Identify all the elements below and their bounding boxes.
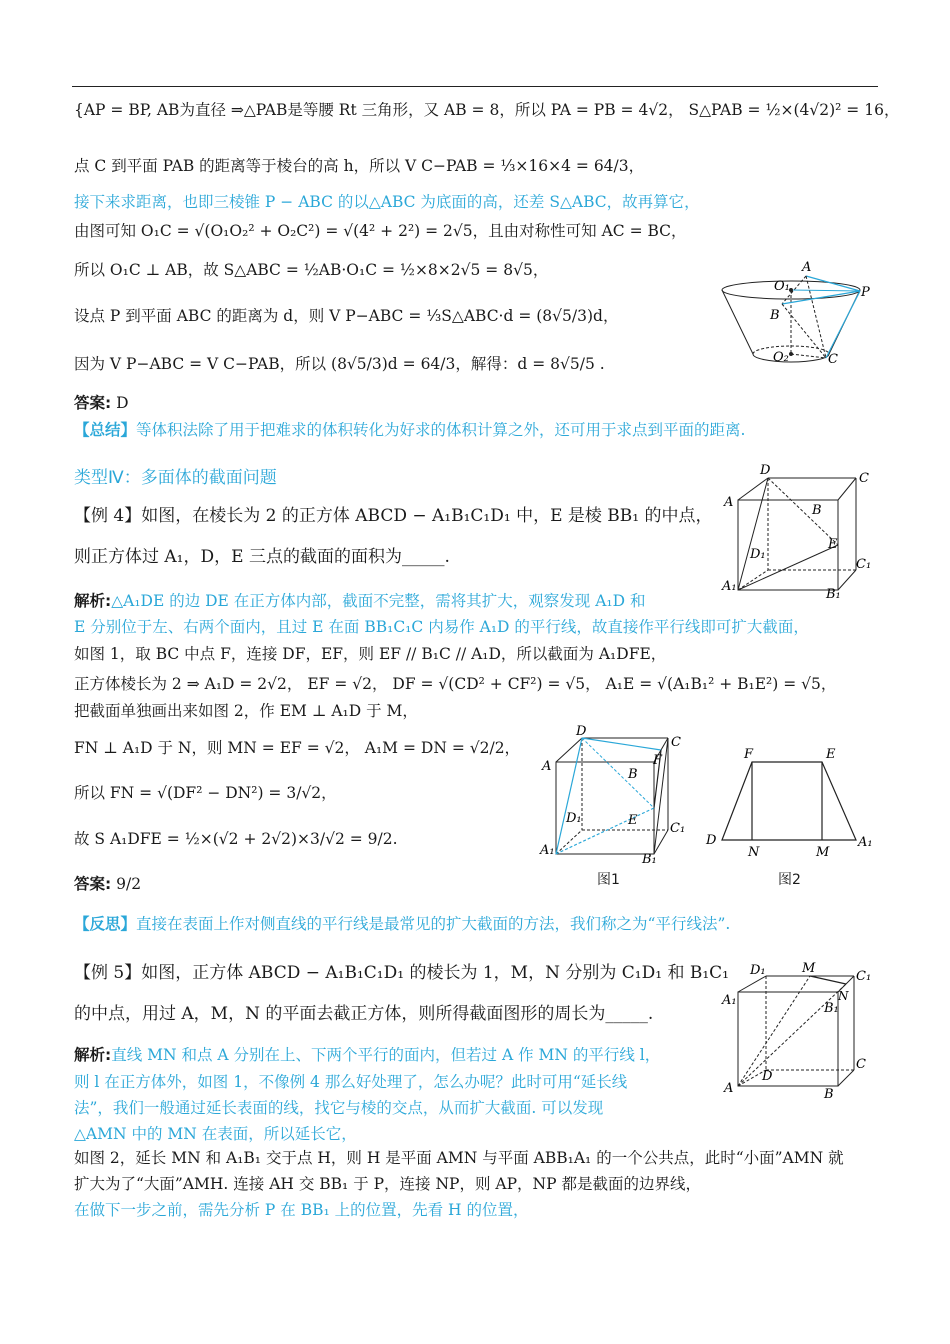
solution5-line-5: 如图 2，延长 MN 和 A₁B₁ 交于点 H，则 H 是平面 AMN 与平面 ABB₁A₁ 的一个公共点，此时“小面”AMN 就 [74, 1149, 844, 1167]
cube-figure-3 [718, 956, 878, 1102]
cube1-edge-bc [838, 478, 856, 500]
solution5-line-2: 则 l 在正方体外，如图 1，不像例 4 那么好处理了，怎么办呢？此时可用“延长线 [74, 1073, 628, 1091]
trap-label-a1: A₁ [858, 835, 873, 850]
cube3-label-b: B [824, 1087, 834, 1102]
cube3-label-n: N [838, 989, 849, 1003]
trapezoid-figure [700, 742, 880, 862]
derivation-line-3: 接下来求距离，也即三棱锥 P − ABC 的以△ABC 为底面的高，还差 S△ABC，故再算它， [74, 193, 700, 211]
trap-label-f: F [744, 747, 754, 762]
cube2-de [582, 738, 654, 808]
frustum-ap [806, 276, 860, 291]
example5-line-1: 【例 5】如图，正方体 ABCD − A₁B₁C₁D₁ 的棱长为 1，M，N 分别为 C₁D₁ 和 B₁C₁ [74, 963, 729, 983]
trap-label-e: E [826, 747, 836, 762]
frustum-o2c [791, 354, 826, 358]
figure1-caption: 图1 [597, 872, 620, 888]
solution5-line-7: 在做下一步之前，需先分析 P 在 BB₁ 上的位置，先看 H 的位置， [74, 1201, 529, 1219]
summary-tag: 【总结】 [74, 421, 137, 439]
frustum-figure [718, 258, 878, 378]
cube3-an [738, 984, 846, 1086]
solution5-label: 解析: [74, 1046, 112, 1064]
trap-label-n: N [748, 845, 760, 860]
reflection [74, 914, 730, 934]
solution4-line-8: 故 S A₁DFE = ½×(√2 + 2√2)×3/√2 = 9/2. [74, 830, 398, 848]
cube2-df [582, 738, 661, 750]
cube3-label-c1: C₁ [856, 969, 872, 984]
frustum-o1p [791, 290, 860, 291]
frustum-label-b: B [770, 308, 780, 323]
cube3-label-m: M [802, 961, 816, 976]
answer-value: D [116, 394, 129, 412]
cube1-label-d1: D₁ [750, 547, 766, 562]
solution-label: 解析: [74, 592, 112, 610]
solution4-line-4: 正方体棱长为 2 ⇒ A₁D = 2√2， EF = √2， DF = √(CD² + CF²) = √5， A₁E = √(A₁B₁² + B₁E²) = √5， [74, 675, 837, 693]
cube2-edge-ad [556, 738, 582, 762]
cube3-label-c: C [856, 1057, 866, 1072]
cube2-label-e: E [628, 813, 638, 828]
cube1-de [768, 478, 838, 545]
cube3-label-a1: A₁ [722, 993, 737, 1008]
solution4-line-6: FN ⊥ A₁D 于 N，则 MN = EF = √2， A₁M = DN = √2/2， [74, 739, 521, 757]
cube3-edge-bc [838, 1070, 854, 1086]
frustum-bp [782, 291, 860, 304]
example4-line-1: 【例 4】如图，在棱长为 2 的正方体 ABCD − A₁B₁C₁D₁ 中，E 是棱 BB₁ 的中点， [74, 506, 713, 526]
answer-label: 答案: [74, 394, 112, 412]
solution4-line-7: 所以 FN = √(DF² − DN²) = 3/√2， [74, 784, 337, 802]
cube1-label-c: C [859, 471, 869, 486]
cube1-label-a1: A₁ [722, 579, 737, 594]
cube2-label-d: D [576, 724, 587, 739]
example4-line-2: 则正方体过 A₁，D，E 三点的截面的面积为_____. [74, 547, 450, 567]
summary [74, 420, 745, 440]
trap-label-m: M [816, 845, 830, 860]
answer2-label: 答案: [74, 875, 112, 893]
reflection-tag: 【反思】 [74, 915, 137, 933]
cube2-a1d [556, 738, 582, 854]
example5-line-2: 的中点，用过 A，M，N 的平面去截正方体，则所得截面图形的周长为_____. [74, 1004, 654, 1024]
frustum-pc [826, 291, 860, 358]
cube1-label-e: E [828, 537, 838, 552]
figure2-caption: 图2 [778, 872, 801, 888]
section-heading: 类型Ⅳ：多面体的截面问题 [74, 468, 277, 488]
solution4-line-3: 如图 1，取 BC 中点 F，连接 DF，EF，则 EF // B₁C // A₁D，所以截面为 A₁DFE， [74, 645, 667, 663]
cube3-label-d1: D₁ [750, 963, 766, 978]
solution5-line-1 [74, 1045, 660, 1065]
solution5-line-3: 法”，我们一般通过延长表面的线，找它与棱的交点，从而扩大截面. 可以发现 [74, 1099, 604, 1117]
cube2-edge-a1d1 [556, 830, 582, 854]
cube2-label-a: A [542, 759, 552, 774]
answer2-value: 9/2 [116, 875, 142, 893]
cube1-label-d: D [760, 463, 771, 478]
solution5-text-1: 直线 MN 和点 A 分别在上、下两个平行的面内，但若过 A 作 MN 的平行线 l， [111, 1046, 661, 1064]
derivation-line-5: 所以 O₁C ⊥ AB，故 S△ABC = ½AB·O₁C = ½×8×2√5 = 8√5， [74, 261, 549, 279]
cube1-front-face [738, 500, 838, 590]
cube2-label-d1: D₁ [566, 811, 582, 826]
cube-figure-2 [536, 722, 696, 867]
cube-figure-1 [718, 458, 878, 604]
answer-1 [74, 393, 129, 413]
frustum-label-o1: O₁ [774, 279, 790, 294]
trapezoid-shape [722, 762, 856, 840]
cube1-label-b: B [812, 503, 822, 518]
cube1-label-c1: C₁ [856, 557, 872, 572]
summary-text: 等体积法除了用于把难求的体积转化为好求的体积计算之外，还可用于求点到平面的距离. [136, 421, 746, 439]
cube1-label-b1: B₁ [826, 587, 841, 602]
frustum-label-c: C [828, 352, 838, 367]
cube3-label-b1: B₁ [824, 1001, 839, 1016]
solution4-line-1 [74, 591, 646, 611]
cube2-label-b: B [628, 767, 638, 782]
derivation-line-7: 因为 V P−ABC = V C−PAB，所以 (8√5/3)d = 64/3，解得：d = 8√5/5 . [74, 355, 605, 373]
answer-2 [74, 874, 141, 894]
cube2-label-c1: C₁ [670, 821, 686, 836]
solution4-text-1: △A₁DE 的边 DE 在正方体内部，截面不完整，需将其扩大，观察发现 A₁D 和 [111, 592, 646, 610]
derivation-line-2: 点 C 到平面 PAB 的距离等于棱台的高 h，所以 V C−PAB = ⅓×16×4 = 64/3， [74, 157, 645, 175]
cube2-label-f: F [653, 753, 663, 768]
derivation-line-4: 由图可知 O₁C = √(O₁O₂² + O₂C²) = √(4² + 2²) = 2√5，且由对称性可知 AC = BC， [74, 222, 687, 240]
reflection-text: 直接在表面上作对侧直线的平行线是最常见的扩大截面的方法，我们称之为“平行线法”. [136, 915, 731, 933]
solution4-line-5: 把截面单独画出来如图 2，作 EM ⊥ A₁D 于 M， [74, 702, 418, 720]
derivation-line-6: 设点 P 到平面 ABC 的距离为 d，则 V P−ABC = ⅓S△ABC·d = (8√5/3)d， [74, 307, 619, 325]
cube3-mn [810, 976, 846, 984]
top-rule [72, 86, 878, 87]
frustum-ac [806, 276, 826, 358]
cube3-label-a: A [724, 1081, 734, 1096]
trap-label-d: D [706, 833, 717, 848]
frustum-label-a: A [802, 260, 812, 275]
cube3-edge-a1d1 [738, 976, 766, 992]
solution5-line-4: △AMN 中的 MN 在表面，所以延长它， [74, 1125, 357, 1143]
frustum-label-o2: O₂ [773, 350, 789, 365]
cube2-label-c: C [671, 735, 681, 750]
cube1-label-a: A [724, 495, 734, 510]
frustum-left-edge [722, 290, 753, 354]
derivation-line-1: {AP = BP, AB为直径 ⇒△PAB是等腰 Rt 三角形，又 AB = 8，所以 PA = PB = 4√2， S△PAB = ½×(4√2)² = 16， [74, 101, 900, 119]
cube3-label-d: D [762, 1069, 773, 1084]
cube2-label-b1: B₁ [642, 852, 657, 867]
cube2-label-a1: A₁ [540, 843, 555, 858]
solution4-line-2: E 分别位于左、右两个面内，且过 E 在面 BB₁C₁C 内易作 A₁D 的平行线，故直接作平行线即可扩大截面， [74, 618, 809, 636]
solution5-line-6: 扩大为了“大面”AMH. 连接 AH 交 BB₁ 于 P，连接 NP，则 AP，NP 都是截面的边界线， [74, 1175, 701, 1193]
frustum-o2-dot [789, 352, 793, 356]
frustum-label-p: P [861, 285, 870, 300]
